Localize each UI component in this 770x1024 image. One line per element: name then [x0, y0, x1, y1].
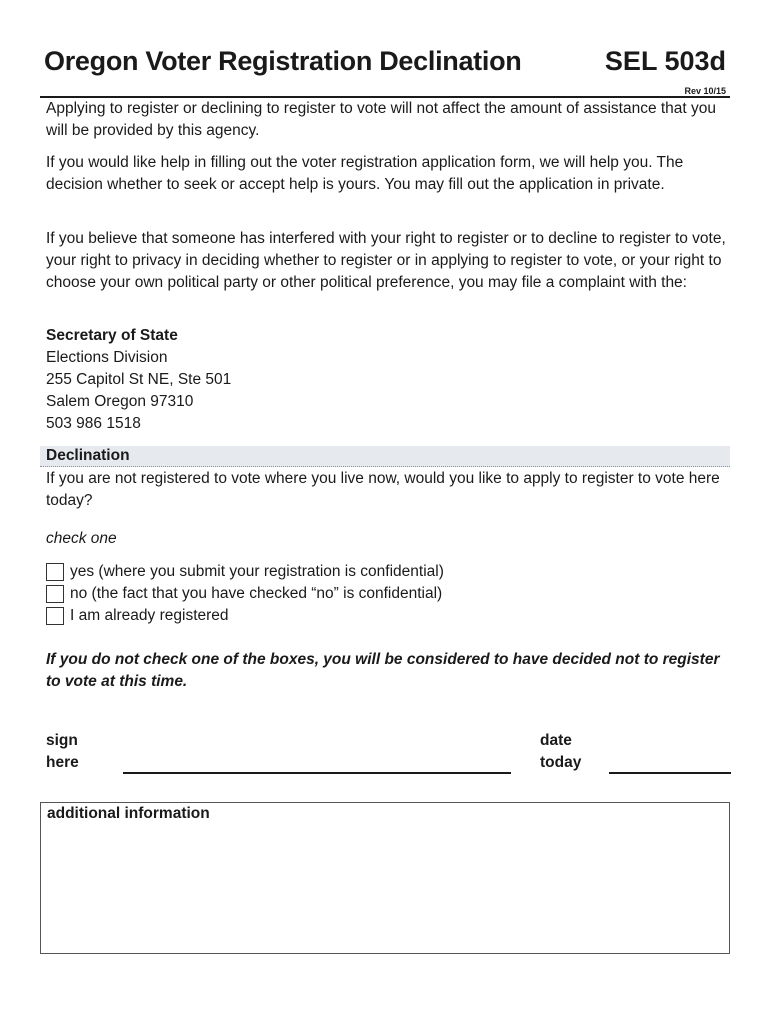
intro-paragraph-1: Applying to register or declining to register to vote will not affect the amount of assistance that you will be provided by this agency.	[46, 100, 717, 139]
address-division: Elections Division	[46, 349, 168, 366]
date-label-line-1: date	[540, 732, 572, 749]
additional-information-box[interactable]	[40, 802, 730, 954]
signature-line[interactable]	[123, 772, 511, 774]
option-already-registered-label: I am already registered	[70, 607, 229, 624]
form-title: Oregon Voter Registration Declination	[44, 46, 522, 76]
option-no-label: no (the fact that you have checked “no” is confidential)	[70, 585, 443, 602]
declination-question: If you are not registered to vote where you live now, would you like to apply to register to vote here today?	[46, 470, 720, 509]
default-decision-note: If you do not check one of the boxes, you will be considered to have decided not to register to vote at this time.	[46, 651, 720, 690]
date-label-line-2: today	[540, 754, 582, 771]
declination-section-header	[40, 446, 730, 467]
option-yes[interactable]	[46, 561, 444, 583]
sign-label-line-2: here	[46, 754, 79, 771]
address-office: Secretary of State	[46, 327, 178, 344]
check-one-instruction: check one	[46, 530, 117, 547]
option-already-registered[interactable]	[46, 605, 229, 627]
intro-paragraph-2: If you would like help in filling out the voter registration application form, we will help you. The decision whether to seek or accept help is yours. You may fill out the application in private.	[46, 154, 684, 193]
checkbox-yes[interactable]	[46, 563, 64, 581]
declination-heading: Declination	[46, 447, 130, 464]
checkbox-no[interactable]	[46, 585, 64, 603]
date-line[interactable]	[609, 772, 731, 774]
intro-paragraph-3: If you believe that someone has interfered with your right to register or to decline to register to vote, your right to privacy in deciding whether to register or in applying to register to vote, or your right to choose your own political party or other political preference, you may file a complaint with the:	[46, 230, 726, 291]
address-phone: 503 986 1518	[46, 415, 141, 432]
checkbox-already-registered[interactable]	[46, 607, 64, 625]
additional-information-label: additional information	[47, 805, 210, 822]
address-city: Salem Oregon 97310	[46, 393, 194, 410]
revision-date: Rev 10/15	[684, 86, 726, 96]
address-street: 255 Capitol St NE, Ste 501	[46, 371, 232, 388]
sign-label-line-1: sign	[46, 732, 78, 749]
form-code: SEL 503d	[604, 46, 726, 76]
option-no[interactable]	[46, 583, 442, 605]
option-yes-label: yes (where you submit your registration is confidential)	[70, 563, 444, 580]
